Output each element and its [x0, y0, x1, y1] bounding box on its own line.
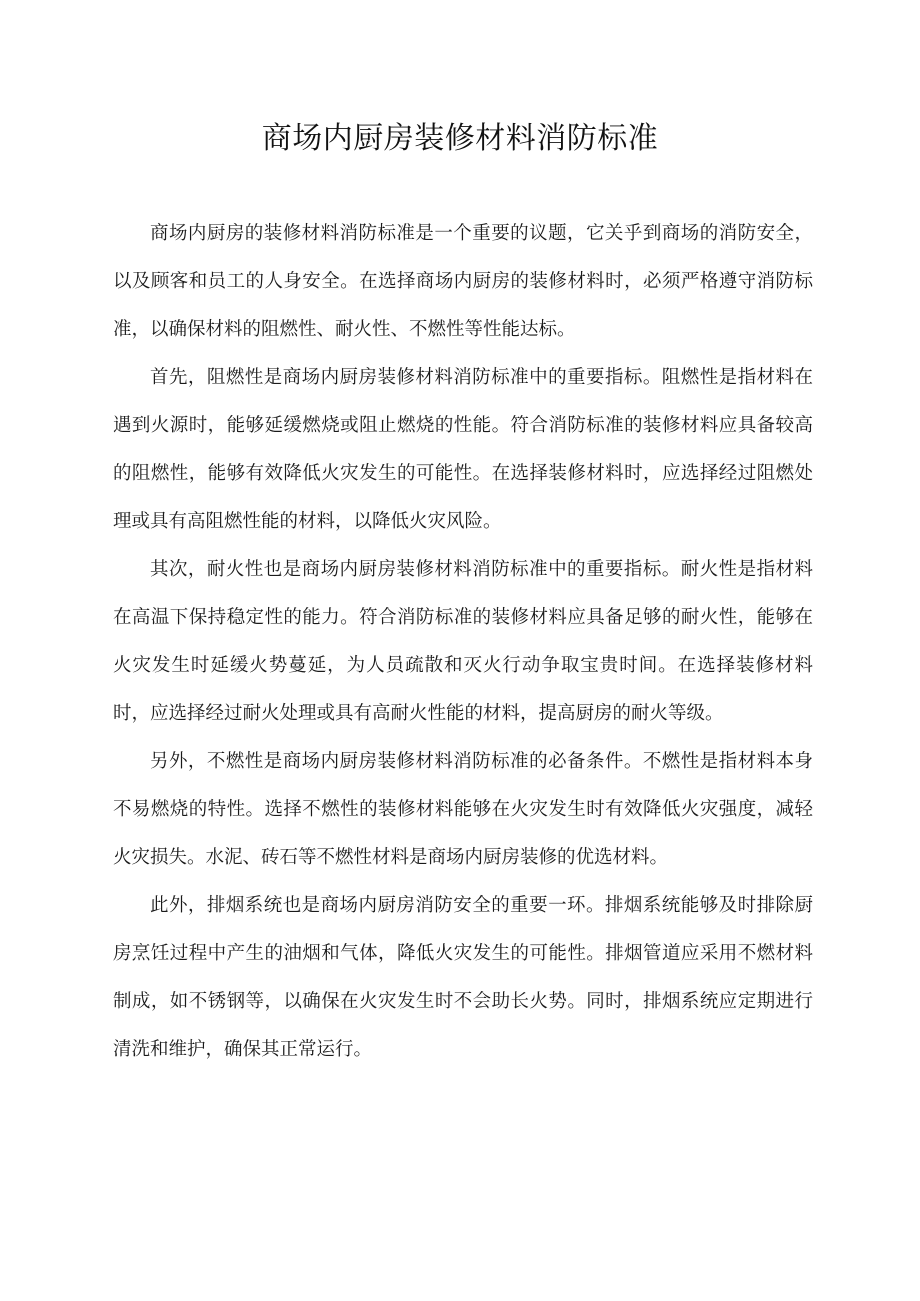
paragraph-flame-retardancy: 首先，阻燃性是商场内厨房装修材料消防标准中的重要指标。阻燃性是指材料在遇到火源时，能够延缓燃烧或阻止燃烧的性能。符合消防标准的装修材料应具备较高的阻燃性，能够有效降低火灾发生的可能性。在选择装修材料时，应选择经过阻燃处理或具有高阻燃性能的材料，以降低火灾风险。	[113, 367, 813, 532]
paragraph-smoke-exhaust: 此外，排烟系统也是商场内厨房消防安全的重要一环。排烟系统能够及时排除厨房烹饪过程中产生的油烟和气体，降低火灾发生的可能性。排烟管道应采用不燃材料制成，如不锈钢等，以确保在火灾发生时不会助长火势。同时，排烟系统应定期进行清洗和维护，确保其正常运行。	[113, 895, 813, 1060]
document-body	[113, 210, 813, 1074]
document-title: 商场内厨房装修材料消防标准	[261, 121, 659, 156]
paragraph-fire-resistance: 其次，耐火性也是商场内厨房装修材料消防标准中的重要指标。耐火性是指材料在高温下保持稳定性的能力。符合消防标准的装修材料应具备足够的耐火性，能够在火灾发生时延缓火势蔓延，为人员疏散和灭火行动争取宝贵时间。在选择装修材料时，应选择经过耐火处理或具有高耐火性能的材料，提高厨房的耐火等级。	[113, 559, 813, 724]
paragraph-non-combustibility: 另外，不燃性是商场内厨房装修材料消防标准的必备条件。不燃性是指材料本身不易燃烧的特性。选择不燃性的装修材料能够在火灾发生时有效降低火灾强度，减轻火灾损失。水泥、砖石等不燃性材料是商场内厨房装修的优选材料。	[113, 751, 813, 868]
paragraph-intro: 商场内厨房的装修材料消防标准是一个重要的议题，它关乎到商场的消防安全，以及顾客和员工的人身安全。在选择商场内厨房的装修材料时，必须严格遵守消防标准，以确保材料的阻燃性、耐火性、不燃性等性能达标。	[113, 223, 813, 340]
